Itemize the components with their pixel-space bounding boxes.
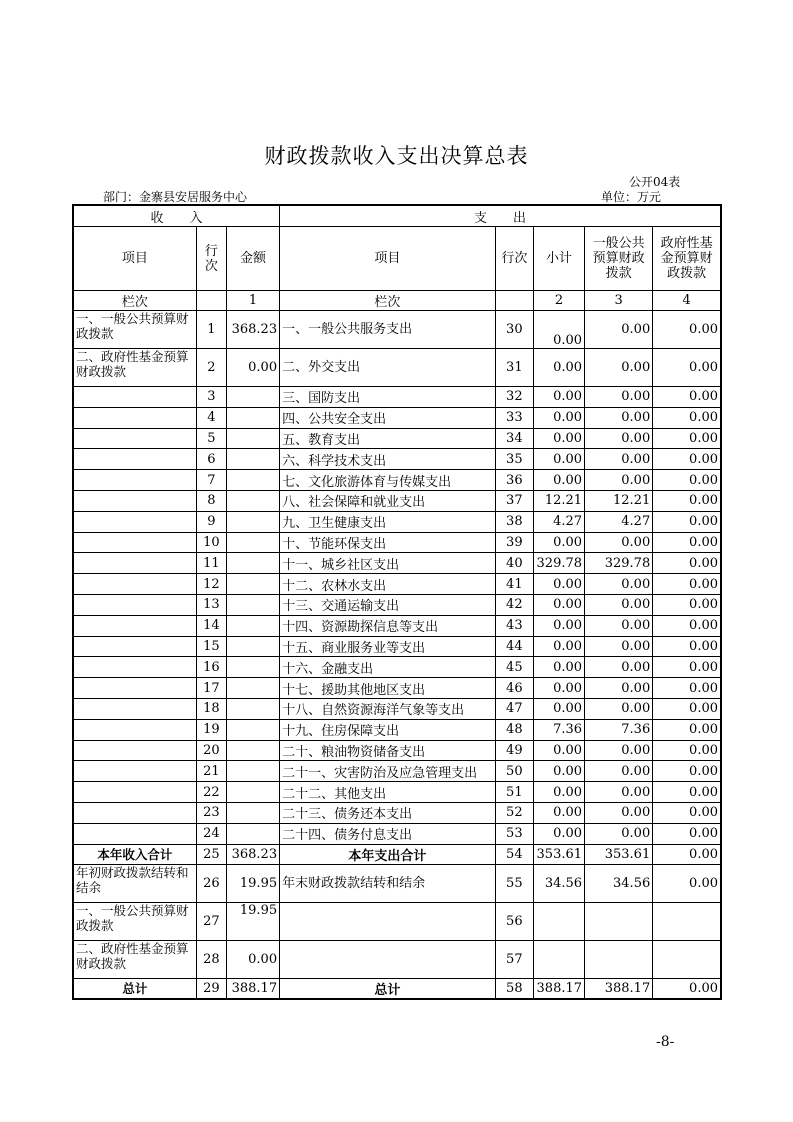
page-title: 财政拨款收入支出决算总表	[264, 144, 529, 168]
income-section-header: 收 入	[73, 205, 280, 227]
income-line: 19	[196, 719, 226, 740]
gov-fund-value: 0.00	[653, 978, 721, 999]
gov-fund-value: 0.00	[653, 349, 721, 387]
income-item	[73, 449, 196, 470]
income-amount	[226, 511, 279, 532]
income-item	[73, 823, 196, 844]
income-amount: 0.00	[226, 349, 279, 387]
expense-line: 47	[495, 698, 533, 719]
header-amount: 金额	[226, 227, 279, 291]
table-row	[73, 615, 721, 636]
income-amount: 388.17	[226, 978, 279, 999]
expense-line: 44	[495, 636, 533, 657]
col-blank-2	[495, 291, 533, 311]
expense-item: 七、文化旅游体育与传媒支出	[280, 470, 496, 491]
table-row	[73, 428, 721, 449]
carry-row	[73, 864, 721, 902]
general-budget-value: 0.00	[585, 802, 653, 823]
expense-line: 45	[495, 657, 533, 678]
income-amount	[226, 740, 279, 761]
gov-fund-value: 0.00	[653, 511, 721, 532]
header-subtotal: 小计	[533, 227, 584, 291]
subtotal-value: 0.00	[533, 636, 584, 657]
general-budget-value: 0.00	[585, 761, 653, 782]
expense-line: 36	[495, 470, 533, 491]
subtotal-value: 12.21	[533, 490, 584, 511]
expense-line: 53	[495, 823, 533, 844]
expense-line: 56	[495, 902, 533, 940]
subtotal-value	[533, 902, 584, 940]
carry-row	[73, 902, 721, 940]
col-3: 3	[585, 291, 653, 311]
expense-line: 50	[495, 761, 533, 782]
income-amount: 0.00	[226, 940, 279, 978]
income-line: 20	[196, 740, 226, 761]
gov-fund-value: 0.00	[653, 574, 721, 595]
general-budget-value: 0.00	[585, 823, 653, 844]
income-amount	[226, 574, 279, 595]
income-line: 18	[196, 698, 226, 719]
subtotal-value: 0.00	[533, 470, 584, 491]
expense-item: 五、教育支出	[280, 428, 496, 449]
expense-item: 二十一、灾害防治及应急管理支出	[280, 761, 496, 782]
subtotal-value: 388.17	[533, 978, 584, 999]
gov-fund-value: 0.00	[653, 740, 721, 761]
income-line: 28	[196, 940, 226, 978]
expense-line: 51	[495, 782, 533, 803]
expense-item: 年末财政拨款结转和结余	[280, 864, 496, 902]
table-row	[73, 740, 721, 761]
expense-line: 32	[495, 387, 533, 408]
income-amount	[226, 636, 279, 657]
income-item	[73, 657, 196, 678]
subtotal-value: 4.27	[533, 511, 584, 532]
income-line: 26	[196, 864, 226, 902]
expense-item: 本年支出合计	[280, 844, 496, 864]
income-line: 13	[196, 594, 226, 615]
income-amount	[226, 782, 279, 803]
income-amount	[226, 428, 279, 449]
expense-line: 37	[495, 490, 533, 511]
col-2: 2	[533, 291, 584, 311]
gov-fund-value: 0.00	[653, 387, 721, 408]
subtotal-value: 0.00	[533, 428, 584, 449]
general-budget-value: 0.00	[585, 594, 653, 615]
gov-fund-value: 0.00	[653, 311, 721, 349]
income-item	[73, 387, 196, 408]
income-line: 24	[196, 823, 226, 844]
income-amount	[226, 615, 279, 636]
gov-fund-value: 0.00	[653, 698, 721, 719]
income-item	[73, 636, 196, 657]
expense-line: 52	[495, 802, 533, 823]
income-line: 3	[196, 387, 226, 408]
income-amount	[226, 490, 279, 511]
gov-fund-value: 0.00	[653, 407, 721, 428]
income-item	[73, 470, 196, 491]
table-row	[73, 782, 721, 803]
income-item: 本年收入合计	[73, 844, 196, 864]
income-line: 10	[196, 532, 226, 553]
expense-line: 57	[495, 940, 533, 978]
year-total-row	[73, 844, 721, 864]
expense-line: 38	[495, 511, 533, 532]
subtotal-value: 0.00	[533, 678, 584, 699]
table-row	[73, 311, 721, 349]
expense-line: 58	[495, 978, 533, 999]
expense-item: 十六、金融支出	[280, 657, 496, 678]
income-line: 15	[196, 636, 226, 657]
income-amount	[226, 407, 279, 428]
expense-item: 一、一般公共服务支出	[280, 311, 496, 349]
income-line: 1	[196, 311, 226, 349]
income-item	[73, 553, 196, 574]
income-item	[73, 428, 196, 449]
general-budget-value: 0.00	[585, 470, 653, 491]
gov-fund-value: 0.00	[653, 719, 721, 740]
subtotal-value: 0.00	[533, 387, 584, 408]
expense-line: 41	[495, 574, 533, 595]
gov-fund-value: 0.00	[653, 532, 721, 553]
header-general-budget: 一般公共预算财政拨款	[585, 227, 653, 291]
subtotal-value: 0.00	[533, 657, 584, 678]
subtotal-value: 0.00	[533, 698, 584, 719]
expense-item: 十二、农林水支出	[280, 574, 496, 595]
form-number: 公开04表	[629, 175, 681, 189]
general-budget-value: 0.00	[585, 782, 653, 803]
subtotal-value: 0.00	[533, 823, 584, 844]
income-amount	[226, 470, 279, 491]
income-item: 一、一般公共预算财政拨款	[73, 311, 196, 349]
expense-line: 54	[495, 844, 533, 864]
table-row	[73, 678, 721, 699]
unit-label: 单位：万元	[601, 190, 662, 204]
income-amount	[226, 698, 279, 719]
gov-fund-value: 0.00	[653, 615, 721, 636]
income-line: 22	[196, 782, 226, 803]
expense-line: 33	[495, 407, 533, 428]
income-line: 27	[196, 902, 226, 940]
subtotal-value: 0.00	[533, 449, 584, 470]
general-budget-value	[585, 940, 653, 978]
gov-fund-value	[653, 902, 721, 940]
general-budget-value: 4.27	[585, 511, 653, 532]
gov-fund-value: 0.00	[653, 470, 721, 491]
general-budget-value: 12.21	[585, 490, 653, 511]
expense-item: 十一、城乡社区支出	[280, 553, 496, 574]
general-budget-value: 0.00	[585, 349, 653, 387]
table-row	[73, 490, 721, 511]
col-label: 栏次	[73, 291, 196, 311]
subtotal-value: 0.00	[533, 574, 584, 595]
subtotal-value: 353.61	[533, 844, 584, 864]
expense-line: 40	[495, 553, 533, 574]
income-amount: 368.23	[226, 844, 279, 864]
subtotal-value: 0.00	[533, 407, 584, 428]
expense-item: 十三、交通运输支出	[280, 594, 496, 615]
table-row	[73, 802, 721, 823]
header-expense-line: 行次	[495, 227, 533, 291]
general-budget-value: 0.00	[585, 449, 653, 470]
expense-item: 二十三、债务还本支出	[280, 802, 496, 823]
gov-fund-value: 0.00	[653, 864, 721, 902]
expense-item: 二十、粮油物资储备支出	[280, 740, 496, 761]
subtotal-value: 0.00	[533, 311, 584, 349]
income-item	[73, 719, 196, 740]
subtotal-value	[533, 940, 584, 978]
expense-item: 十八、自然资源海洋气象等支出	[280, 698, 496, 719]
general-budget-value	[585, 902, 653, 940]
expense-item: 十四、资源勘探信息等支出	[280, 615, 496, 636]
header-gov-fund: 政府性基金预算财政拨款	[653, 227, 721, 291]
expense-item: 三、国防支出	[280, 387, 496, 408]
income-line: 23	[196, 802, 226, 823]
table-row	[73, 407, 721, 428]
table-row	[73, 761, 721, 782]
income-line: 6	[196, 449, 226, 470]
subtotal-value: 0.00	[533, 740, 584, 761]
general-budget-value: 0.00	[585, 387, 653, 408]
header-income-line: 行次	[196, 227, 226, 291]
expense-item	[280, 902, 496, 940]
general-budget-value: 0.00	[585, 407, 653, 428]
income-line: 14	[196, 615, 226, 636]
expense-line: 42	[495, 594, 533, 615]
expense-item: 四、公共安全支出	[280, 407, 496, 428]
column-header-row	[73, 227, 721, 291]
income-item	[73, 574, 196, 595]
income-item	[73, 782, 196, 803]
expense-line: 34	[495, 428, 533, 449]
page-number: -8-	[656, 1034, 675, 1050]
table-row	[73, 449, 721, 470]
table-row	[73, 511, 721, 532]
income-amount	[226, 761, 279, 782]
income-amount	[226, 657, 279, 678]
subtotal-value: 0.00	[533, 802, 584, 823]
expense-line: 35	[495, 449, 533, 470]
col-exp-label: 栏次	[280, 291, 496, 311]
income-line: 29	[196, 978, 226, 999]
income-line: 4	[196, 407, 226, 428]
subtotal-value: 0.00	[533, 532, 584, 553]
gov-fund-value: 0.00	[653, 802, 721, 823]
grand-total-row	[73, 978, 721, 999]
subtotal-value: 0.00	[533, 594, 584, 615]
income-item	[73, 698, 196, 719]
col-4: 4	[653, 291, 721, 311]
expense-item: 十七、援助其他地区支出	[280, 678, 496, 699]
income-amount	[226, 719, 279, 740]
expense-item: 总计	[280, 978, 496, 999]
expense-item: 二十二、其他支出	[280, 782, 496, 803]
income-line: 5	[196, 428, 226, 449]
col-blank	[196, 291, 226, 311]
gov-fund-value: 0.00	[653, 782, 721, 803]
general-budget-value: 0.00	[585, 574, 653, 595]
expense-item	[280, 940, 496, 978]
income-amount	[226, 449, 279, 470]
income-item	[73, 678, 196, 699]
subtotal-value: 0.00	[533, 782, 584, 803]
expense-line: 49	[495, 740, 533, 761]
income-item	[73, 761, 196, 782]
col-1: 1	[226, 291, 279, 311]
table-row	[73, 594, 721, 615]
expense-item: 二、外交支出	[280, 349, 496, 387]
general-budget-value: 0.00	[585, 740, 653, 761]
expense-item: 十九、住房保障支出	[280, 719, 496, 740]
expense-item: 十五、商业服务业等支出	[280, 636, 496, 657]
income-item	[73, 740, 196, 761]
table-row	[73, 349, 721, 387]
income-line: 2	[196, 349, 226, 387]
general-budget-value: 0.00	[585, 698, 653, 719]
expense-item: 八、社会保障和就业支出	[280, 490, 496, 511]
expense-line: 39	[495, 532, 533, 553]
gov-fund-value: 0.00	[653, 678, 721, 699]
column-number-row	[73, 291, 721, 311]
table-row	[73, 387, 721, 408]
income-line: 11	[196, 553, 226, 574]
general-budget-value: 0.00	[585, 657, 653, 678]
expense-line: 55	[495, 864, 533, 902]
income-amount	[226, 532, 279, 553]
header-expense-item: 项目	[280, 227, 496, 291]
gov-fund-value: 0.00	[653, 761, 721, 782]
income-item: 一、一般公共预算财政拨款	[73, 902, 196, 940]
expense-item: 六、科学技术支出	[280, 449, 496, 470]
subtotal-value: 329.78	[533, 553, 584, 574]
income-line: 8	[196, 490, 226, 511]
expense-line: 31	[495, 349, 533, 387]
income-line: 21	[196, 761, 226, 782]
gov-fund-value: 0.00	[653, 594, 721, 615]
general-budget-value: 0.00	[585, 311, 653, 349]
table-row	[73, 657, 721, 678]
income-amount	[226, 678, 279, 699]
expense-item: 九、卫生健康支出	[280, 511, 496, 532]
income-item	[73, 532, 196, 553]
income-item: 年初财政拨款结转和结余	[73, 864, 196, 902]
income-amount	[226, 802, 279, 823]
income-item	[73, 490, 196, 511]
table-row	[73, 574, 721, 595]
expense-line: 30	[495, 311, 533, 349]
gov-fund-value: 0.00	[653, 823, 721, 844]
income-line: 7	[196, 470, 226, 491]
general-budget-value: 0.00	[585, 678, 653, 699]
income-amount: 368.23	[226, 311, 279, 349]
general-budget-value: 34.56	[585, 864, 653, 902]
income-line: 9	[196, 511, 226, 532]
gov-fund-value: 0.00	[653, 844, 721, 864]
table-row	[73, 698, 721, 719]
general-budget-value: 353.61	[585, 844, 653, 864]
expense-line: 48	[495, 719, 533, 740]
gov-fund-value: 0.00	[653, 657, 721, 678]
subtotal-value: 7.36	[533, 719, 584, 740]
table-row	[73, 719, 721, 740]
income-amount	[226, 553, 279, 574]
income-item	[73, 407, 196, 428]
gov-fund-value: 0.00	[653, 636, 721, 657]
expense-item: 十、节能环保支出	[280, 532, 496, 553]
gov-fund-value: 0.00	[653, 449, 721, 470]
gov-fund-value	[653, 940, 721, 978]
expense-item: 二十四、债务付息支出	[280, 823, 496, 844]
income-amount	[226, 823, 279, 844]
subtotal-value: 34.56	[533, 864, 584, 902]
income-line: 12	[196, 574, 226, 595]
subtotal-value: 0.00	[533, 349, 584, 387]
finance-table	[72, 204, 722, 1000]
income-amount	[226, 387, 279, 408]
income-item	[73, 594, 196, 615]
income-line: 25	[196, 844, 226, 864]
income-item	[73, 802, 196, 823]
income-item: 二、政府性基金预算财政拨款	[73, 940, 196, 978]
subtotal-value: 0.00	[533, 615, 584, 636]
table-row	[73, 823, 721, 844]
income-item	[73, 615, 196, 636]
gov-fund-value: 0.00	[653, 428, 721, 449]
section-header-row	[73, 205, 721, 227]
gov-fund-value: 0.00	[653, 553, 721, 574]
income-item	[73, 511, 196, 532]
table-row	[73, 470, 721, 491]
department-label: 部门：金寨县安居服务中心	[103, 190, 248, 204]
general-budget-value: 7.36	[585, 719, 653, 740]
header-income-item: 项目	[73, 227, 196, 291]
income-amount: 19.95	[226, 902, 279, 940]
income-item: 总计	[73, 978, 196, 999]
general-budget-value: 0.00	[585, 428, 653, 449]
table-row	[73, 553, 721, 574]
expense-line: 43	[495, 615, 533, 636]
gov-fund-value: 0.00	[653, 490, 721, 511]
general-budget-value: 329.78	[585, 553, 653, 574]
income-line: 17	[196, 678, 226, 699]
general-budget-value: 388.17	[585, 978, 653, 999]
income-item: 二、政府性基金预算财政拨款	[73, 349, 196, 387]
income-amount: 19.95	[226, 864, 279, 902]
income-amount	[226, 594, 279, 615]
income-line: 16	[196, 657, 226, 678]
expense-line: 46	[495, 678, 533, 699]
table-row	[73, 636, 721, 657]
expense-section-header: 支 出	[280, 205, 721, 227]
general-budget-value: 0.00	[585, 615, 653, 636]
subtotal-value: 0.00	[533, 761, 584, 782]
table-row	[73, 532, 721, 553]
carry-row	[73, 940, 721, 978]
general-budget-value: 0.00	[585, 636, 653, 657]
general-budget-value: 0.00	[585, 532, 653, 553]
